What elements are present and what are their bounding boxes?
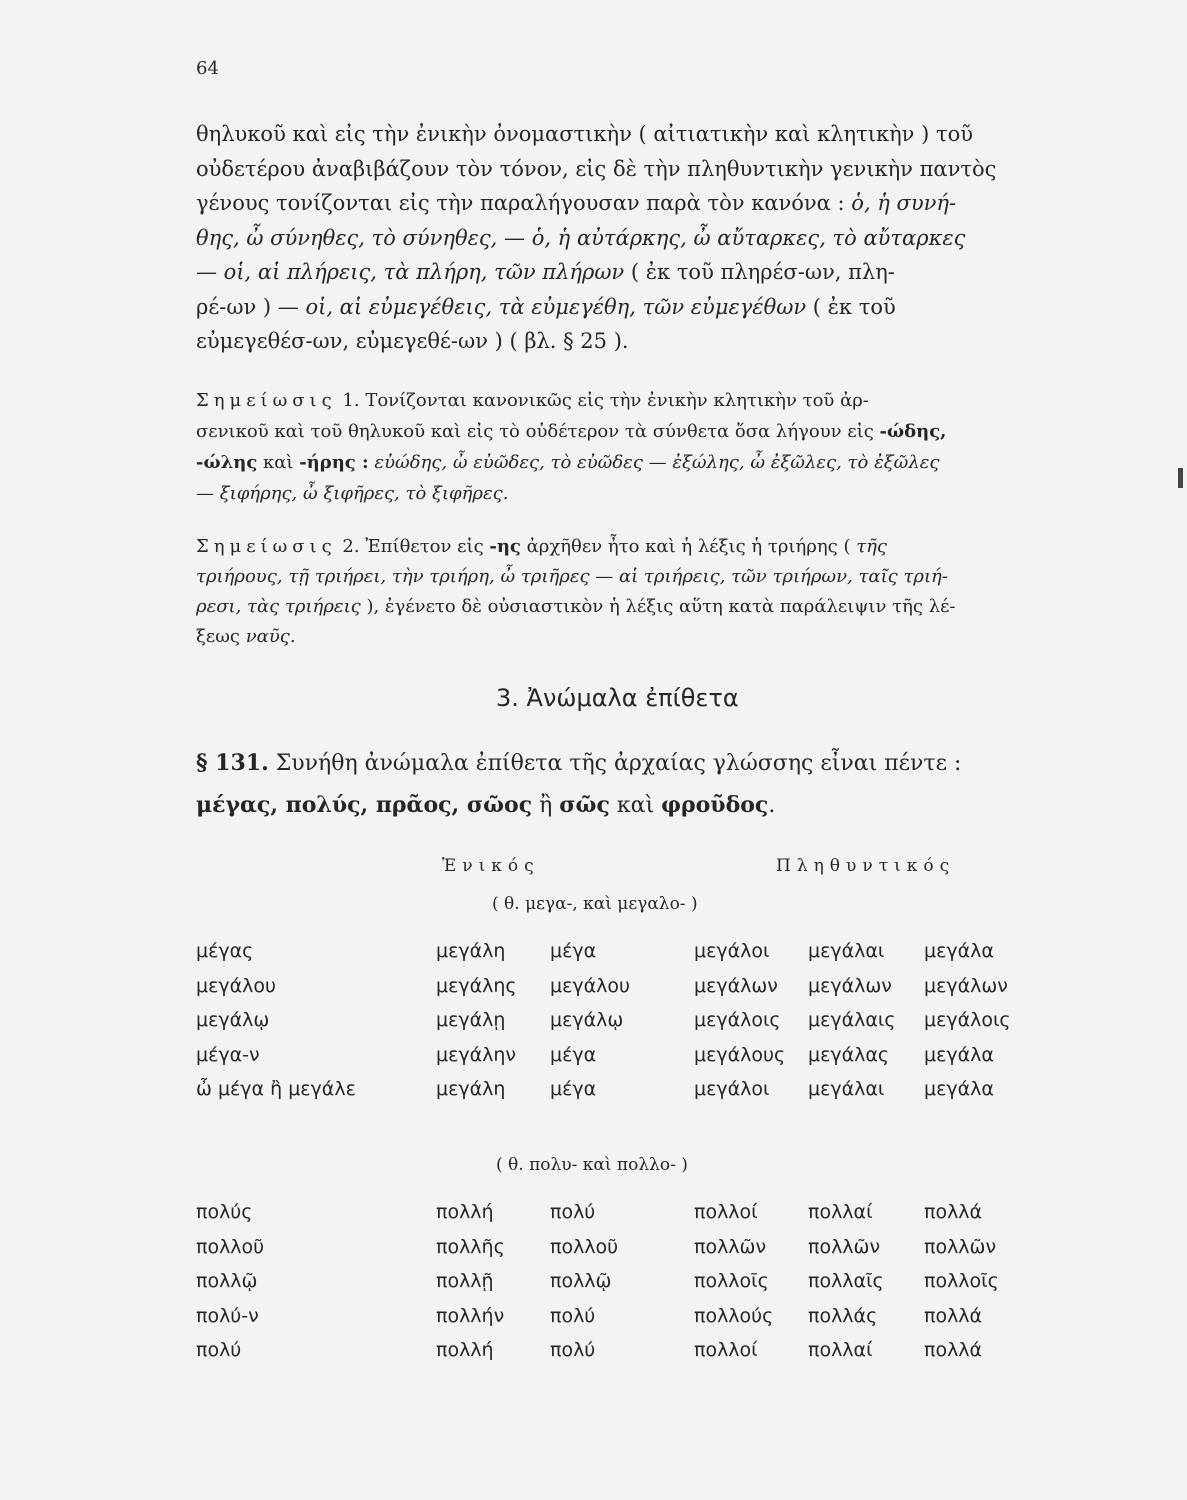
declension-cell: μέγα xyxy=(550,940,597,962)
declension-cell: μεγάλοι xyxy=(694,1078,770,1100)
body-line-segment: θηλυκοῦ καὶ εἰς τὴν ἐνικὴν ὀνομαστικὴν ( αἰτιατικὴν καὶ κλητικὴν ) τοῦ xyxy=(196,122,973,146)
paragraph-line-segment: Συνήθη ἀνώμαλα ἐπίθετα τῆς ἀρχαίας γλώσσης εἶναι πέντε : xyxy=(268,751,962,776)
note-line-segment: Σημείωσις xyxy=(196,390,337,411)
paragraph-line-segment: φροῦδος xyxy=(661,792,769,818)
note-line-segment: τῆς xyxy=(856,536,888,557)
note-line xyxy=(196,536,887,557)
declension-cell: μεγάλων xyxy=(924,974,1008,997)
note-line xyxy=(196,626,296,647)
paragraph-line xyxy=(196,750,961,776)
declension-cell: μέγα xyxy=(550,1078,597,1100)
note-line xyxy=(196,596,956,617)
declension-cell: μεγάλου xyxy=(550,974,630,997)
body-line-segment: — οἱ, αἱ πλήρεις, τὰ πλήρη, τῶν πλήρων xyxy=(196,260,625,284)
note-line-segment: -ώδης, xyxy=(879,421,947,442)
note-line-segment: καὶ xyxy=(257,452,300,473)
body-line xyxy=(196,260,895,284)
declension-cell: μέγα-ν xyxy=(196,1043,260,1066)
note-line-segment: 1. Τονίζονται κανονικῶς εἰς τὴν ἐνικὴν κλητικὴν τοῦ ἀρ- xyxy=(336,390,869,411)
note-line xyxy=(196,390,869,411)
declension-cell: πολλοῦ xyxy=(550,1235,619,1258)
declension-cell: μεγάλῃ xyxy=(436,1009,506,1031)
plural-header: Πληθυντικός xyxy=(776,856,956,876)
page-number: 64 xyxy=(196,58,219,79)
declension-cell: μεγάλων xyxy=(808,974,892,997)
body-line-segment: ρέ-ων ) xyxy=(196,294,278,319)
declension-cell: πολλά xyxy=(924,1304,983,1327)
polys-stem-label: ( θ. πολυ- καὶ πολλο- ) xyxy=(496,1155,688,1175)
declension-cell: μεγάλοις xyxy=(694,1009,781,1031)
body-line xyxy=(196,122,973,146)
note-line-segment: ἀρχῆθεν ἦτο καὶ ἡ λέξις ἡ τριήρης ( xyxy=(520,536,857,557)
note-line-segment: ναῦς. xyxy=(245,626,296,647)
note-line xyxy=(196,452,939,473)
declension-cell: πολλῇ xyxy=(436,1270,494,1292)
declension-cell: πολλαί xyxy=(808,1201,873,1223)
body-line-segment: ὁ, ἡ συνή- xyxy=(851,191,957,215)
note-line-segment: 2. Ἐπίθετον εἰς xyxy=(336,536,490,557)
declension-cell: πολύ xyxy=(196,1339,242,1361)
declension-cell: μεγάλη xyxy=(436,1078,506,1100)
declension-cell: πολλῶν xyxy=(694,1235,767,1258)
paragraph-line-segment: σῶς xyxy=(559,792,610,818)
body-line-segment: — οἱ, αἱ εὐμεγέθεις, τὰ εὐμεγέθη, τῶν εὐμεγέθων xyxy=(277,294,807,319)
declension-cell: μέγα xyxy=(550,1043,597,1066)
declension-cell: πολλοί xyxy=(694,1201,758,1223)
body-line-segment: ( ἐκ τοῦ πληρέσ-ων, πλη- xyxy=(624,260,895,284)
note-line-segment: — ξιφήρης, ὦ ξιφῆρες, τὸ ξιφῆρες. xyxy=(196,483,509,504)
body-line xyxy=(196,295,896,319)
paragraph-line-segment: μέγας, πολύς, πρᾶος, σῶος xyxy=(196,792,533,818)
declension-cell: μεγάλαι xyxy=(808,940,885,962)
paragraph-line-segment: ἢ xyxy=(532,793,560,818)
note-line-segment: ρεσι, τὰς τριήρεις xyxy=(196,596,361,617)
declension-cell: μεγάλου xyxy=(196,974,276,997)
note-line-segment: -ώλης xyxy=(196,452,258,473)
note-line-segment: εὐώδης, ὦ εὐῶδες, τὸ εὐῶδες — ἐξώλης, ὦ ἐξῶλες, τὸ ἐξῶλες xyxy=(368,452,940,473)
note-line xyxy=(196,483,508,504)
body-line xyxy=(196,157,996,181)
note-line-segment: -ης xyxy=(489,536,521,557)
declension-cell: πολλά xyxy=(924,1339,983,1361)
declension-cell: μεγάλῳ xyxy=(196,1009,270,1031)
declension-cell: πολλοί xyxy=(694,1339,758,1361)
declension-cell: πολλοῖς xyxy=(694,1270,769,1292)
declension-cell: μεγάλας xyxy=(808,1043,890,1066)
declension-cell: μεγάλους xyxy=(694,1043,786,1066)
declension-cell: πολύς xyxy=(196,1201,253,1223)
body-line xyxy=(196,191,956,215)
declension-cell: μεγάλῳ xyxy=(550,1009,624,1031)
declension-cell: πολλήν xyxy=(436,1304,505,1327)
note-line-segment: τριήρους, τῇ τριήρει, τὴν τριήρη, ὦ τριῆρες — αἱ τριήρεις, τῶν τριήρων, ταῖς τριή- xyxy=(196,566,948,587)
declension-cell: μέγας xyxy=(196,940,254,962)
declension-cell: πολλαῖς xyxy=(808,1270,884,1292)
paragraph-line-segment: καὶ xyxy=(609,793,662,818)
declension-cell: πολλῶν xyxy=(924,1235,997,1258)
declension-cell: μεγάλοι xyxy=(694,940,770,962)
declension-cell: μεγάλην xyxy=(436,1043,517,1066)
declension-cell: πολλῆς xyxy=(436,1235,505,1258)
declension-cell: μεγάλαις xyxy=(808,1009,896,1031)
note-line-segment: ξεως xyxy=(196,626,246,647)
declension-cell: μεγάλης xyxy=(436,974,517,997)
body-line-segment: εὐμεγεθέσ-ων, εὐμεγεθέ-ων ) ( βλ. § 25 ). xyxy=(196,329,629,353)
paragraph-line-segment: § 131. xyxy=(196,750,269,776)
body-line-segment: θης, ὦ σύνηθες, τὸ σύνηθες, — ὁ, ἡ αὐτάρκης, ὦ αὔταρκες, τὸ αὔταρκες xyxy=(196,225,966,250)
declension-cell: μεγάλα xyxy=(924,1078,994,1100)
body-line-segment: γένους τονίζονται εἰς τὴν παραλήγουσαν παρὰ τὸν κανόνα : xyxy=(196,191,852,215)
declension-cell: πολύ xyxy=(550,1201,596,1223)
declension-cell: μεγάλη xyxy=(436,940,506,962)
note-line-segment: Σημείωσις xyxy=(196,536,337,557)
note-line-segment: ), ἐγένετο δὲ οὐσιαστικὸν ἡ λέξις αὕτη κατὰ παράλειψιν τῆς λέ- xyxy=(360,596,956,617)
declension-cell: μεγάλοις xyxy=(924,1009,1011,1031)
body-line xyxy=(196,226,965,250)
note-line xyxy=(196,421,946,442)
declension-cell: πολλαί xyxy=(808,1339,873,1361)
declension-cell: πολλοῦ xyxy=(196,1235,265,1258)
margin-mark xyxy=(1178,468,1183,488)
declension-cell: πολλοῖς xyxy=(924,1270,999,1292)
note-line xyxy=(196,566,948,587)
declension-cell: πολλή xyxy=(436,1201,494,1223)
note-line-segment: -ήρης : xyxy=(299,452,369,473)
body-line xyxy=(196,329,629,353)
declension-cell: μεγάλων xyxy=(694,974,778,997)
note-line-segment: σενικοῦ καὶ τοῦ θηλυκοῦ καὶ εἰς τὸ οὐδέτερον τὰ σύνθετα ὅσα λήγουν εἰς xyxy=(196,421,880,442)
section-heading: 3. Ἀνώμαλα ἐπίθετα xyxy=(496,684,739,712)
declension-cell: πολλῷ xyxy=(550,1270,612,1292)
declension-cell: πολλῷ xyxy=(196,1270,258,1292)
declension-cell: μεγάλαι xyxy=(808,1078,885,1100)
declension-cell: μεγάλα xyxy=(924,1043,994,1066)
declension-cell: μεγάλα xyxy=(924,940,994,962)
paragraph-line xyxy=(196,792,775,818)
declension-cell: πολλάς xyxy=(808,1304,878,1327)
paragraph-line-segment: . xyxy=(768,793,776,818)
body-line-segment: οὐδετέρου ἀναβιβάζουν τὸν τόνον, εἰς δὲ τὴν πληθυντικὴν γενικὴν παντὸς xyxy=(196,156,997,181)
body-line-segment: ( ἐκ τοῦ xyxy=(806,294,896,319)
declension-cell: πολύ xyxy=(550,1304,596,1327)
declension-cell: πολύ-ν xyxy=(196,1304,259,1327)
declension-cell: ὦ μέγα ἢ μεγάλε xyxy=(196,1078,356,1100)
declension-cell: πολύ xyxy=(550,1339,596,1361)
singular-header: Ἑνικός xyxy=(442,856,540,876)
declension-cell: πολλή xyxy=(436,1339,494,1361)
megas-stem-label: ( θ. μεγα-, καὶ μεγαλο- ) xyxy=(492,894,698,914)
declension-cell: πολλά xyxy=(924,1201,983,1223)
declension-cell: πολλούς xyxy=(694,1304,774,1327)
declension-cell: πολλῶν xyxy=(808,1235,881,1258)
